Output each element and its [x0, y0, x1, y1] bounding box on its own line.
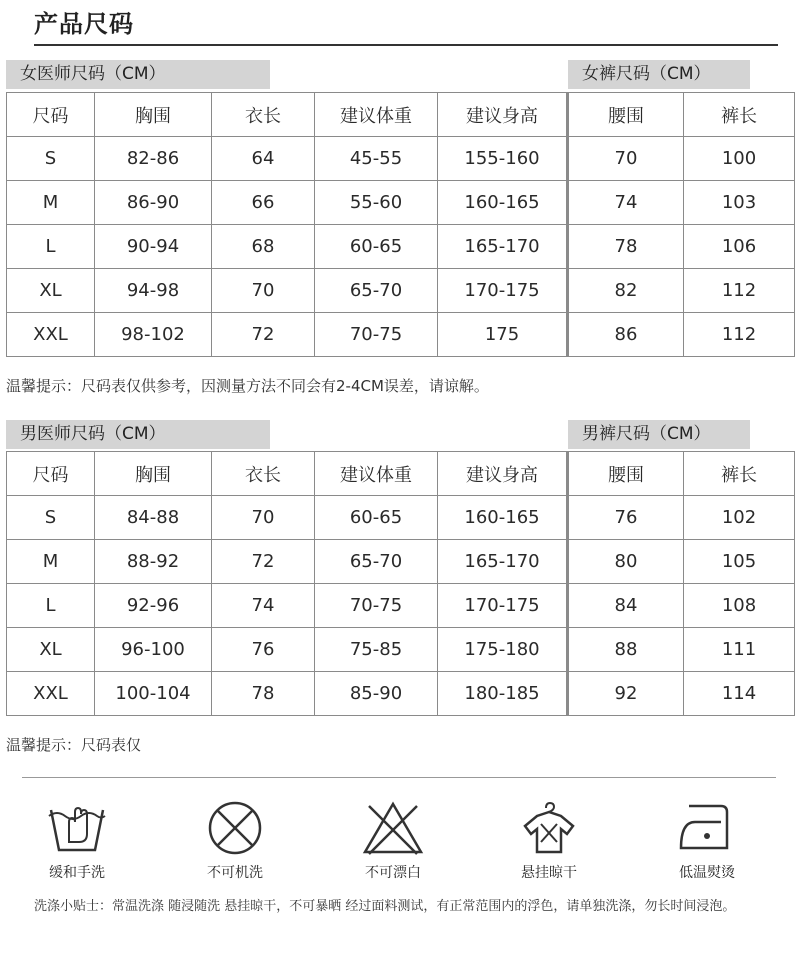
table-cell: 76 [212, 628, 315, 672]
table-cell: 170-175 [438, 584, 568, 628]
table-cell: 165-170 [438, 540, 568, 584]
table-row [7, 269, 795, 313]
table-cell: 76 [568, 496, 684, 540]
male-size-tip: 温馨提示：尺码表仅 [6, 736, 142, 754]
header-cell: 建议身高 [438, 452, 568, 496]
table-row [7, 628, 795, 672]
header-cell: 胸围 [95, 452, 212, 496]
table-cell: 84 [568, 584, 684, 628]
table-cell: 45-55 [315, 137, 438, 181]
table-cell: 60-65 [315, 225, 438, 269]
low-temp-iron-icon [675, 800, 739, 856]
table-cell: 94-98 [95, 269, 212, 313]
table-cell: 70 [212, 269, 315, 313]
care-no-bleach [338, 800, 448, 882]
male-size-table [6, 451, 795, 716]
table-cell: 98-102 [95, 313, 212, 357]
header-cell: 衣长 [212, 452, 315, 496]
no-machine-wash-icon [203, 800, 267, 856]
table-cell: XXL [7, 313, 95, 357]
table-cell: 72 [212, 313, 315, 357]
table-cell: 74 [568, 181, 684, 225]
table-cell: 84-88 [95, 496, 212, 540]
table-cell: 108 [684, 584, 795, 628]
table-cell: S [7, 137, 95, 181]
hang-dry-icon [517, 800, 581, 856]
table-cell: 86 [568, 313, 684, 357]
table-cell: L [7, 225, 95, 269]
table-cell: 180-185 [438, 672, 568, 716]
table-cell: M [7, 181, 95, 225]
header-cell: 尺码 [7, 93, 95, 137]
care-label: 低温熨烫 [679, 865, 735, 881]
table-row [7, 672, 795, 716]
table-cell: 112 [684, 313, 795, 357]
table-cell: 175-180 [438, 628, 568, 672]
table-cell: 55-60 [315, 181, 438, 225]
table-cell: 100 [684, 137, 795, 181]
table-cell: 175 [438, 313, 568, 357]
care-low-temp-iron [652, 800, 762, 882]
table-row [7, 181, 795, 225]
header-cell: 腰围 [568, 452, 684, 496]
header-cell: 建议身高 [438, 93, 568, 137]
table-cell: 75-85 [315, 628, 438, 672]
care-label: 不可机洗 [207, 865, 263, 881]
care-label: 悬挂晾干 [521, 865, 577, 881]
table-cell: 160-165 [438, 181, 568, 225]
table-row [7, 225, 795, 269]
table-cell: 82-86 [95, 137, 212, 181]
table-cell: 106 [684, 225, 795, 269]
table-cell: 160-165 [438, 496, 568, 540]
header-cell: 建议体重 [315, 93, 438, 137]
table-cell: 70-75 [315, 313, 438, 357]
table-cell: 82 [568, 269, 684, 313]
table-cell: 88-92 [95, 540, 212, 584]
female-pants-label: 女裤尺码（CM） [568, 60, 750, 89]
header-cell: 裤长 [684, 452, 795, 496]
care-divider [22, 777, 776, 778]
table-cell: 70-75 [315, 584, 438, 628]
table-cell: XXL [7, 672, 95, 716]
care-no-machine-wash [180, 800, 290, 882]
table-header-row [7, 93, 795, 137]
table-cell: 68 [212, 225, 315, 269]
table-cell: 66 [212, 181, 315, 225]
table-cell: 74 [212, 584, 315, 628]
table-header-row [7, 452, 795, 496]
hand-wash-icon [45, 800, 109, 856]
care-label: 缓和手洗 [49, 865, 105, 881]
header-cell: 裤长 [684, 93, 795, 137]
table-cell: 103 [684, 181, 795, 225]
table-cell: 92-96 [95, 584, 212, 628]
female-size-table [6, 92, 795, 357]
table-row [7, 496, 795, 540]
table-cell: 70 [212, 496, 315, 540]
table-cell: L [7, 584, 95, 628]
header-cell: 胸围 [95, 93, 212, 137]
table-cell: XL [7, 628, 95, 672]
table-cell: 60-65 [315, 496, 438, 540]
table-cell: M [7, 540, 95, 584]
table-cell: 64 [212, 137, 315, 181]
table-cell: 85-90 [315, 672, 438, 716]
table-cell: 65-70 [315, 540, 438, 584]
table-cell: 96-100 [95, 628, 212, 672]
care-tips: 洗涤小贴士：常温洗涤 随浸随洗 悬挂晾干，不可暴晒 经过面料测试，有正常范围内的浮色，请单独洗涤，勿长时间浸泡。 [34, 899, 736, 914]
table-cell: 112 [684, 269, 795, 313]
table-cell: 155-160 [438, 137, 568, 181]
table-row [7, 540, 795, 584]
table-cell: 80 [568, 540, 684, 584]
table-cell: 78 [568, 225, 684, 269]
table-cell: 86-90 [95, 181, 212, 225]
care-hang-dry [494, 800, 604, 882]
table-cell: 165-170 [438, 225, 568, 269]
title-divider [34, 44, 778, 46]
page-title: 产品尺码 [34, 10, 134, 38]
table-row [7, 584, 795, 628]
male-pants-label: 男裤尺码（CM） [568, 420, 750, 449]
table-cell: 78 [212, 672, 315, 716]
male-top-label: 男医师尺码（CM） [6, 420, 270, 449]
table-cell: 102 [684, 496, 795, 540]
care-hand-wash [22, 800, 132, 882]
table-cell: 170-175 [438, 269, 568, 313]
header-cell: 建议体重 [315, 452, 438, 496]
table-cell: 65-70 [315, 269, 438, 313]
female-top-label: 女医师尺码（CM） [6, 60, 270, 89]
care-label: 不可漂白 [365, 865, 421, 881]
table-cell: S [7, 496, 95, 540]
table-cell: 72 [212, 540, 315, 584]
table-cell: 114 [684, 672, 795, 716]
table-cell: 100-104 [95, 672, 212, 716]
table-row [7, 137, 795, 181]
table-cell: XL [7, 269, 95, 313]
table-cell: 90-94 [95, 225, 212, 269]
table-cell: 88 [568, 628, 684, 672]
female-size-tip: 温馨提示：尺码表仅供参考，因测量方法不同会有2-4CM误差，请谅解。 [6, 377, 489, 395]
table-cell: 70 [568, 137, 684, 181]
table-cell: 92 [568, 672, 684, 716]
no-bleach-icon [361, 800, 425, 856]
table-row [7, 313, 795, 357]
header-cell: 腰围 [568, 93, 684, 137]
header-cell: 尺码 [7, 452, 95, 496]
header-cell: 衣长 [212, 93, 315, 137]
table-cell: 111 [684, 628, 795, 672]
table-cell: 105 [684, 540, 795, 584]
